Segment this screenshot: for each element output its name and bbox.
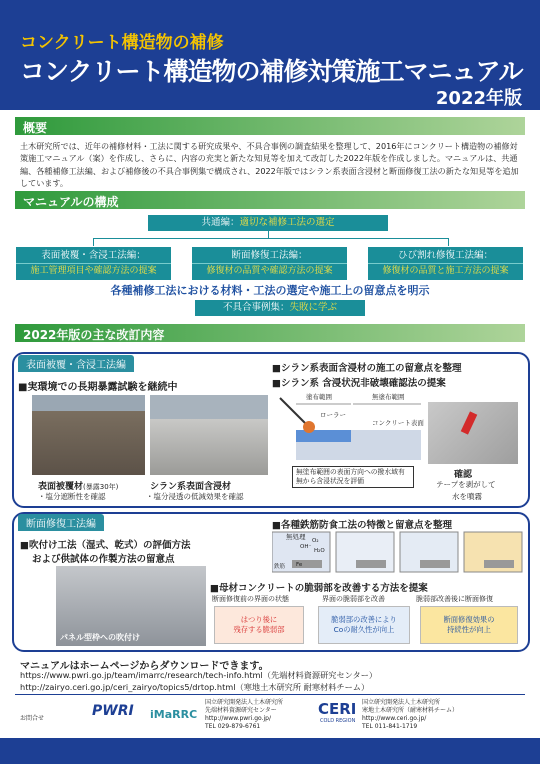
structure-note: 各種補修工法における材料・工法の選定や施工上の留意点を明示 xyxy=(110,284,430,297)
crack-box xyxy=(368,247,523,280)
org2-url[interactable]: http://www.ceri.go.jp/ xyxy=(362,715,427,722)
org1-url[interactable]: http://www.pwri.go.jp/ xyxy=(205,715,271,722)
org2-tel: TEL 011-841-1719 xyxy=(362,723,418,730)
surface-label: コンクリート表面 xyxy=(372,419,424,427)
contact-label: お問合せ xyxy=(20,715,45,722)
edition-label: 2022年版 xyxy=(435,88,522,109)
org2-sub: 寒地土木研究所（耐寒材料チーム） xyxy=(362,707,459,714)
confirm-photo xyxy=(428,402,518,464)
roller-icon xyxy=(303,421,315,433)
coating-bullet: ・塩分遮断性を確認 xyxy=(38,492,106,501)
silane-title-2: ■シラン系 含浸状況非破壊確認法の提案 xyxy=(272,378,446,389)
org1-sub: 先端材料資源研究センター xyxy=(205,707,277,714)
rebar-label-rebar: 鉄筋 xyxy=(274,564,286,570)
section-tab: 断面修復工法編 xyxy=(18,514,104,531)
base-col-2: 界面の脆弱部を改善 xyxy=(322,595,385,603)
coating-caption: 表面被覆材(暴露30年) xyxy=(38,482,119,492)
unapplied-label: 無塗布範囲 xyxy=(372,393,405,401)
section-box-label: 断面修復工法編： xyxy=(231,250,308,261)
base-note-2: 脆弱部の改善により Coの耐久性が向上 xyxy=(318,606,410,644)
base-title: ■母材コンクリートの脆弱部を改善する方法を提案 xyxy=(210,583,428,594)
org1-tel: TEL 029-879-6761 xyxy=(205,723,261,730)
spray-title-2: および供試体の作製方法の留意点 xyxy=(32,554,175,565)
rebar-label-untreated: 無処理 xyxy=(286,533,306,541)
revisions-heading: 2022年版の主な改訂内容 xyxy=(15,324,525,342)
header-subtitle: コンクリート構造物の補修 xyxy=(20,33,224,53)
surface-tab: 表面被覆・含浸工法編 xyxy=(18,355,134,372)
confirm-text-2: 水を噴霧 xyxy=(452,492,482,501)
fig-caption: 無塗布範囲の表面方向への撥水域有無から含浸状況を評価 xyxy=(292,466,414,488)
spray-photo-caption: パネル型枠への吹付け xyxy=(60,633,140,642)
confirm-title: 確認 xyxy=(454,470,473,480)
base-col-3: 脆弱部改善後に断面修復 xyxy=(416,595,493,603)
ceri-logo: CERI xyxy=(318,700,357,718)
download-note: マニュアルはホームページからダウンロードできます。 xyxy=(20,661,269,672)
rebar-label-h2o: H₂O xyxy=(314,548,325,554)
roller-label: ローラー xyxy=(320,411,346,419)
silane-caption: シラン系表面含浸材 xyxy=(150,482,232,492)
coating-photo xyxy=(32,395,145,475)
header-title: コンクリート構造物の補修対策施工マニュアル xyxy=(20,57,523,86)
rebar-diagrams xyxy=(272,530,524,574)
silane-title-1: ■シラン系表面含浸材の施工の留意点を整理 xyxy=(272,363,462,374)
common-desc: 適切な補修工法の選定 xyxy=(239,217,335,228)
base-note-1: はつり後に 残存する脆弱部 xyxy=(214,606,304,644)
overview-text: 土木研究所では、近年の補修材料・工法に関する研究成果や、不具合事例の調査結果を整理して、2016年にコンクリート構造物の補修対策施工マニュアル（案）を作成し、さらに、内容の充実と新たな知見等を加えて改訂した2022年版を作成しました。マニュアルは、共通編、各種補修工法編、および補修後の不具合事例集で構成され、2022年版ではシラン系表面含浸材と断面修復工法の新たな知見等を追加しています。 xyxy=(20,141,519,189)
surface-box xyxy=(16,247,171,280)
applied-label: 塗布範囲 xyxy=(306,393,332,401)
roller-handle xyxy=(280,398,306,424)
structure-connector xyxy=(93,238,449,246)
org1-name: 国立研究開発法人土木研究所 xyxy=(205,699,284,706)
rebar-label-o2: O₂ xyxy=(312,538,319,544)
base-col-1: 断面修復前の界面の状態 xyxy=(212,595,289,603)
rebar-label-fe: Fe xyxy=(296,562,303,568)
base-note-3: 断面修復効果の 持続性が向上 xyxy=(420,606,518,644)
url-pwri[interactable]: https://www.pwri.go.jp/team/imarrc/research/tech-info.html（先端材料資源研究センター） xyxy=(20,670,378,680)
imarrc-logo: iMaRRC xyxy=(150,708,198,721)
rebar-title: ■各種鉄筋防食工法の特徴と留意点を整理 xyxy=(272,520,452,531)
silane-diagram xyxy=(276,390,426,470)
overview-heading: 概要 xyxy=(15,117,525,135)
exposure-title: ■実環境での長期暴露試験を継続中 xyxy=(18,382,178,393)
surface-box-label: 表面被覆・含浸工法編： xyxy=(41,250,146,261)
url-ceri[interactable]: http://zairyo.ceri.go.jp/ceri_zairyo/topics5/drtop.html（寒地土木研究所 耐寒材料チーム） xyxy=(20,682,370,692)
common-label: 共通編： xyxy=(201,217,240,228)
defects-desc: 失敗に学ぶ xyxy=(289,302,338,313)
common-box xyxy=(148,215,388,231)
section-box-desc: 修復材の品質や確認方法の提案 xyxy=(192,263,347,278)
silane-bullet: ・塩分浸透の低減効果を確認 xyxy=(146,492,244,501)
crack-box-desc: 修復材の品質と施工方法の提案 xyxy=(368,263,523,278)
spray-title-1: ■吹付け工法（湿式、乾式）の評価方法 xyxy=(20,540,191,551)
defects-box xyxy=(195,300,365,316)
footer-divider xyxy=(15,694,525,695)
structure-connector-stem xyxy=(268,231,269,238)
confirm-text-1: テープを剥がして xyxy=(436,480,496,489)
surface-box-desc: 施工管理項目や確認方法の提案 xyxy=(16,263,171,278)
defects-label: 不具合事例集： xyxy=(222,302,290,313)
footer-banner xyxy=(0,738,540,764)
org2-name: 国立研究開発法人土木研究所 xyxy=(362,699,441,706)
pwri-logo: PWRI xyxy=(92,703,134,719)
section-box xyxy=(192,247,347,280)
structure-heading: マニュアルの構成 xyxy=(15,191,525,209)
ceri-sub: COLD REGION xyxy=(320,718,356,724)
applied-layer xyxy=(296,430,351,442)
crack-box-label: ひび割れ修復工法編： xyxy=(397,250,493,261)
rebar-label-oh: OH⁻ xyxy=(300,544,312,550)
silane-photo xyxy=(150,395,268,475)
